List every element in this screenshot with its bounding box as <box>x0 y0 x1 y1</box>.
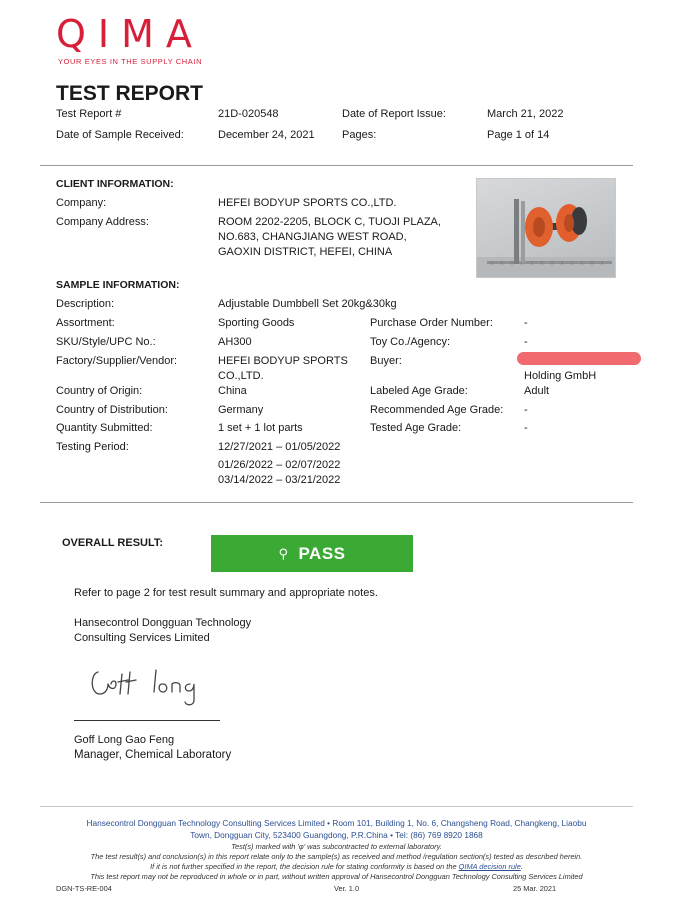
signature <box>88 660 208 715</box>
recommended-age-label: Recommended Age Grade: <box>370 404 504 416</box>
disclaimer-line-2-text: If it is not further specified in the report, the decision rule for stating conformity is based on the <box>150 862 459 871</box>
testing-period-3: 03/14/2022 – 03/21/2022 <box>218 474 341 486</box>
origin-label: Country of Origin: <box>56 385 143 397</box>
factory-line-2: CO.,LTD. <box>218 370 264 382</box>
logo-text: QIMA <box>56 12 204 56</box>
org-line-2: Consulting Services Limited <box>74 632 210 644</box>
report-no-value: 21D-020548 <box>218 108 279 120</box>
assortment-label: Assortment: <box>56 317 115 329</box>
origin-value: China <box>218 385 247 397</box>
po-value: - <box>524 317 528 329</box>
company-label: Company: <box>56 197 107 209</box>
disclaimer-line-3: This test report may not be reproduced in whole or in part, without written approval of Hansecontrol Dongguan Technology Consulting Services Limited <box>90 872 583 881</box>
dumbbell-image <box>477 179 616 278</box>
sku-label: SKU/Style/UPC No.: <box>56 336 156 348</box>
pages-label: Pages: <box>342 129 377 141</box>
logo-tagline: YOUR EYES IN THE SUPPLY CHAIN <box>58 57 203 66</box>
address-line-2: NO.683, CHANGJIANG WEST ROAD, <box>218 231 407 243</box>
footer-address <box>40 817 633 841</box>
footer-address-line-2: Town, Dongguan City, 523400 Guangdong, P.R.China • Tel: (86) 769 8920 1868 <box>190 830 483 840</box>
decision-rule-link[interactable]: QIMA decision rule <box>458 862 521 871</box>
disclaimer-line-2 <box>40 862 633 872</box>
testing-period-2: 01/26/2022 – 02/07/2022 <box>218 459 341 471</box>
testing-period-label: Testing Period: <box>56 441 129 453</box>
subcontract-note: Test(s) marked with 'φ' was subcontracted to external laboratory. <box>231 842 442 851</box>
recommended-age-value: - <box>524 404 528 416</box>
sku-value: AH300 <box>218 336 252 348</box>
signatory-name: Goff Long Gao Feng <box>74 734 175 746</box>
disclaimer-line-2-end: . <box>520 862 523 871</box>
assortment-value: Sporting Goods <box>218 317 295 329</box>
distribution-label: Country of Distribution: <box>56 404 168 416</box>
result-note: Refer to page 2 for test result summary and appropriate notes. <box>74 587 378 599</box>
thumbs-up-icon: ⚲ <box>278 545 289 561</box>
footer-divider <box>40 806 633 807</box>
footer-address-line-1: Hansecontrol Dongguan Technology Consulting Services Limited • Room 101, Building 1, No. 6, Changsheng Road, Changkeng, Liaobu <box>86 818 587 828</box>
received-date-label: Date of Sample Received: <box>56 129 184 141</box>
quantity-label: Quantity Submitted: <box>56 422 153 434</box>
doc-date: 25 Mar. 2021 <box>513 884 557 893</box>
factory-line-1: HEFEI BODYUP SPORTS <box>218 355 348 367</box>
client-section-title: CLIENT INFORMATION: <box>56 178 174 190</box>
tested-age-value: - <box>524 422 528 434</box>
buyer-label: Buyer: <box>370 355 402 367</box>
toy-agency-value: - <box>524 336 528 348</box>
pass-text: PASS <box>298 543 346 563</box>
divider <box>40 165 633 166</box>
address-line-1: ROOM 2202-2205, BLOCK C, TUOJI PLAZA, <box>218 216 441 228</box>
report-title: TEST REPORT <box>56 82 204 105</box>
qima-logo <box>56 14 204 66</box>
signature-line <box>74 720 220 721</box>
doc-version: Ver. 1.0 <box>334 884 360 893</box>
signatory-title: Manager, Chemical Laboratory <box>74 749 232 761</box>
doc-code: DGN-TS-RE-004 <box>56 884 112 893</box>
redaction-mark <box>517 352 641 365</box>
po-label: Purchase Order Number: <box>370 317 493 329</box>
pages-value: Page 1 of 14 <box>487 129 550 141</box>
address-line-3: GAOXIN DISTRICT, HEFEI, CHINA <box>218 246 393 258</box>
issue-date-label: Date of Report Issue: <box>342 108 446 120</box>
received-date-value: December 24, 2021 <box>218 129 315 141</box>
quantity-value: 1 set + 1 lot parts <box>218 422 303 434</box>
pass-badge <box>211 535 413 572</box>
labeled-age-value: Adult <box>524 385 550 397</box>
description-value: Adjustable Dumbbell Set 20kg&30kg <box>218 298 397 310</box>
distribution-value: Germany <box>218 404 264 416</box>
testing-period-1: 12/27/2021 – 01/05/2022 <box>218 441 341 453</box>
issue-date-value: March 21, 2022 <box>487 108 564 120</box>
footer-disclaimer <box>40 842 633 882</box>
buyer-value: Holding GmbH <box>524 370 597 382</box>
disclaimer-line-1: The test result(s) and conclusion(s) in this report relate only to the sample(s) as received and method /regulation section(s) tested as described herein. <box>90 852 583 861</box>
overall-result-label: OVERALL RESULT: <box>62 537 164 549</box>
divider <box>40 502 633 503</box>
org-line-1: Hansecontrol Dongguan Technology <box>74 617 252 629</box>
sample-section-title: SAMPLE INFORMATION: <box>56 279 180 291</box>
description-label: Description: <box>56 298 115 310</box>
report-no-label: Test Report # <box>56 108 122 120</box>
address-label: Company Address: <box>56 216 149 228</box>
factory-label: Factory/Supplier/Vendor: <box>56 355 178 367</box>
toy-agency-label: Toy Co./Agency: <box>370 336 451 348</box>
tested-age-label: Tested Age Grade: <box>370 422 462 434</box>
labeled-age-label: Labeled Age Grade: <box>370 385 468 397</box>
sample-photo <box>476 178 616 278</box>
company-value: HEFEI BODYUP SPORTS CO.,LTD. <box>218 197 397 209</box>
